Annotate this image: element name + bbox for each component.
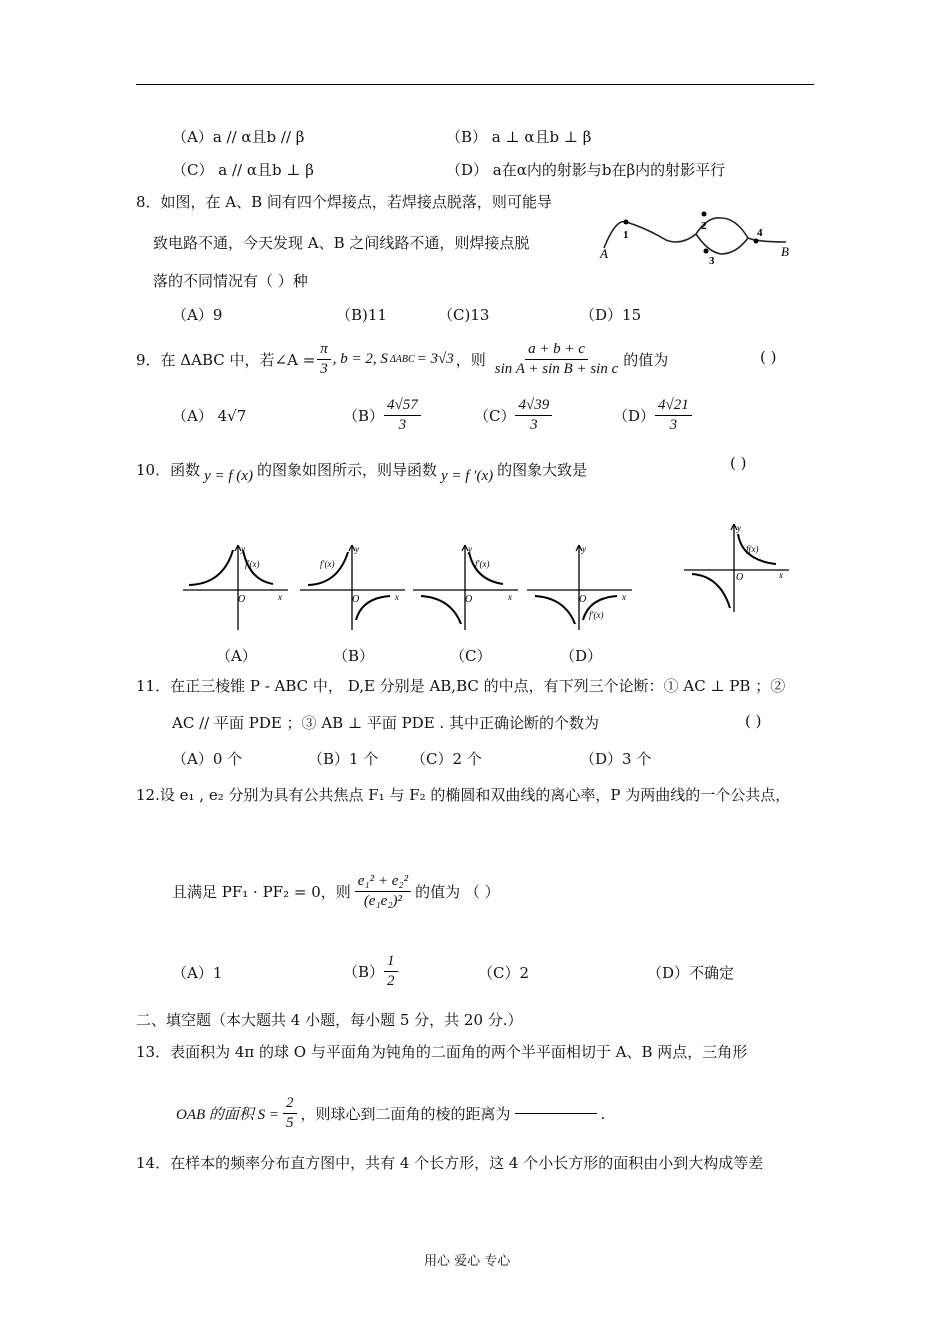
q8-label-b: B [781,244,789,259]
q13-fraction [283,1094,297,1133]
q7-option-c: （C） a // α且b ⊥ β [172,161,314,179]
q9-tail: 的值为 [623,351,669,369]
q11-answer-paren: ( ) [745,712,762,730]
q8-label-4: 4 [757,227,763,239]
q10-d-fprime: f′(x) [589,610,604,620]
q13-part-2: ，则球心到二面角的棱的距离为 [300,1105,511,1123]
q8-label-2: 2 [701,220,707,232]
q10-a-x-label: x [278,592,282,602]
q10-c-origin: O [465,594,473,605]
q10-a-fprime: f′(x) [245,559,260,569]
q10-c-fprime: f′(x) [475,559,490,569]
q11-option-b: （B）1 个 [308,750,379,768]
q9-option-d-den: 3 [669,417,678,433]
q8-option-b: （B)11 [336,306,387,324]
q9-cond: , b = 2, S [332,351,388,367]
q11-line-2: AC // 平面 PDE ；③ AB ⊥ 平面 PDE . 其中正确论断的个数为 [172,714,599,732]
q12-line-1: 12.设 e₁ , e₂ 分别为具有公共焦点 F₁ 与 F₂ 的椭圆和双曲线的离心率，P 为两曲线的一个公共点， [136,786,791,804]
q8-label-3: 3 [709,255,715,267]
q9-option-a: （A） 4√7 [172,407,247,425]
q13-answer-blank[interactable] [515,1113,597,1114]
q10-stem [136,454,587,485]
q10-stem-part-1: 10．函数 [136,461,201,479]
q12-option-b-fraction [384,952,398,991]
q10-c-y-label: y [468,544,472,554]
q10-b-x-label: x [395,592,399,602]
q10-graph-b-label: （B） [333,647,375,665]
q10-stem-part-3: 的图象大致是 [497,461,588,479]
header-rule [136,84,814,85]
q10-b-origin: O [352,594,360,605]
q8-option-c: （C)13 [438,306,490,324]
q8-label-a: A [600,246,608,261]
q10-graph-d-label: （D） [560,647,603,665]
q12-cond-text: 且满足 PF₁ · PF₂ = 0，则 [172,883,351,901]
q11-option-a: （A）0 个 [172,750,243,768]
q10-c-x-label: x [508,592,512,602]
q9-sub: ΔABC [389,354,415,365]
q10-graph-a-label: （A） [216,647,257,665]
q9-option-b-den: 3 [398,417,407,433]
q10-stem-part-2: 的图象如图所示，则导函数 [256,461,437,479]
q9-option-b [343,396,421,435]
q10-original-graph [684,520,794,615]
q10-graph-c [413,540,523,630]
q13-end: . [600,1104,606,1123]
q12-tail: 的值为 （ ） [415,883,500,901]
q8-line-3: 落的不同情况有（ ）种 [153,272,308,290]
q10-function: y = f (x) [204,468,253,484]
q13-line-2 [176,1094,605,1133]
q10-orig-y-label: y [737,523,741,533]
q7-option-a: （A）a // α且b // β [172,128,305,146]
q8-circuit-figure [596,208,796,278]
q13-num: 2 [283,1094,297,1114]
q10-graph-a [183,540,293,630]
q10-d-y-label: y [582,544,586,554]
q9-option-b-label: （B） [343,407,385,425]
q12-option-b [343,952,398,991]
q10-a-origin: O [238,594,246,605]
q9-then: ，则 [455,351,486,369]
q9-angle-num: π [317,340,331,360]
q9-option-c-den: 3 [530,417,538,433]
q9-option-b-num: 4√57 [384,396,421,416]
q9-answer-paren: ( ) [760,348,777,366]
q9-frac-num: a + b + c [525,340,588,360]
q9-option-b-fraction [384,396,421,435]
q12-option-b-den: 2 [387,973,395,989]
q11-option-d: （D）3 个 [580,750,652,768]
q11-line-1: 11．在正三棱锥 P - ABC 中， D,E 分别是 AB,BC 的中点，有下列三个论断：① AC ⊥ PB ；② [136,677,786,695]
q9-stem-text: 9．在 ΔABC 中，若∠A = [136,351,316,369]
q9-option-c [474,396,552,435]
q10-a-y-label: y [241,544,245,554]
q13-line-1: 13．表面积为 4π 的球 O 与平面角为钝角的二面角的两个半平面相切于 A、B 两点，三角形 [136,1043,748,1061]
page-footer: 用心 爱心 专心 [424,1254,511,1269]
q12-option-a: （A）1 [172,964,223,982]
q9-option-d-label: （D） [613,407,656,425]
q7-option-b: （B） a ⊥ α且b ⊥ β [446,128,592,146]
q9-option-d-num: 4√21 [655,396,692,416]
q14-line-1: 14．在样本的频率分布直方图中，共有 4 个长方形，这 4 个小长方形的面积由小到大构成等差 [136,1154,764,1172]
q10-orig-f: f(x) [746,544,759,554]
section-2-heading: 二、填空题（本大题共 4 小题，每小题 5 分，共 20 分.） [136,1011,523,1029]
q10-graph-b [300,540,410,630]
q8-option-a: （A）9 [172,306,223,324]
q9-option-d [613,396,692,435]
q12-condition [172,872,500,911]
q8-line-2: 致电路不通，今天发现 A、B 之间线路不通，则焊接点脱 [153,234,530,252]
q10-graph-d [527,540,637,630]
q12-option-d: （D）不确定 [647,964,735,982]
q12-option-b-label: （B） [343,963,385,981]
q9-option-c-label: （C） [474,407,516,425]
q9-angle-fraction [317,340,331,379]
q12-option-c: （C）2 [478,964,530,982]
q10-b-y-label: y [355,544,359,554]
q8-line-1: 8．如图，在 A、B 间有四个焊接点，若焊接点脱落，则可能导 [136,193,552,211]
q10-orig-x-label: x [779,570,783,580]
q8-label-1: 1 [623,229,629,241]
q9-main-fraction [492,340,621,379]
q10-answer-paren: ( ) [730,454,747,472]
q12-option-b-num: 1 [384,952,398,972]
q10-graph-c-label: （C） [450,647,492,665]
q12-frac-den: (e₁e₂)² [363,893,403,909]
q9-area: = 3√3 [416,351,454,367]
q10-orig-origin: O [736,572,744,583]
q9-frac-den: sin A + sin B + sin c [494,361,619,377]
q13-den: 5 [286,1115,294,1131]
q12-frac-num: e₁² + e₂² [355,872,411,892]
q8-option-d: （D）15 [580,306,642,324]
q10-d-origin: O [579,594,587,605]
q9-option-d-fraction [655,396,692,435]
q12-fraction [355,872,411,911]
q9-angle-den: 3 [320,361,328,377]
q9-stem [136,340,668,379]
q10-derivative: y = f ′(x) [440,468,494,484]
q7-option-d: （D） a在α内的射影与b在β内的射影平行 [446,161,726,179]
q9-option-c-fraction [515,396,552,435]
q10-d-x-label: x [622,592,626,602]
q10-b-fprime: f′(x) [320,559,335,569]
q11-option-c: （C）2 个 [411,750,482,768]
q13-part-1: OAB 的面积 S = [176,1107,280,1123]
q9-option-c-num: 4√39 [515,396,552,416]
